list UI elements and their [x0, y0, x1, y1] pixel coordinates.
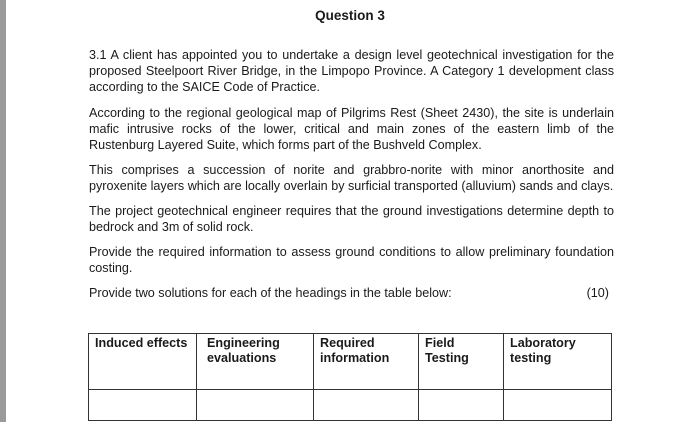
question-title: Question 3: [315, 8, 385, 23]
table-cell[interactable]: [197, 390, 314, 421]
table-cell[interactable]: [89, 390, 197, 421]
header-field-testing: Field Testing: [419, 334, 504, 390]
window-edge: [0, 0, 6, 422]
paragraph-geology: According to the regional geological map of Pilgrims Rest (Sheet 2430), the site is underlain mafic intrusive rocks of the lower, critical and main zones of the eastern limb of the Rustenburg Layered Suite, which forms part of the Bushveld Complex.: [89, 106, 614, 153]
header-laboratory-testing: Laboratory testing: [504, 334, 612, 390]
table-cell[interactable]: [504, 390, 612, 421]
table-cell[interactable]: [314, 390, 419, 421]
paragraph-requirement: The project geotechnical engineer requires that the ground investigations determine depth to bedrock and 3m of solid rock.: [89, 204, 614, 235]
answer-table: [88, 333, 612, 421]
paragraph-costing: Provide the required information to assess ground conditions to allow preliminary foundation costing.: [89, 245, 614, 276]
marks-allocation: (10): [586, 286, 609, 300]
header-engineering-evaluations: Engineering evaluations: [197, 334, 314, 390]
table-row: [89, 390, 612, 421]
table-cell[interactable]: [419, 390, 504, 421]
paragraph-succession: This comprises a succession of norite and grabbro-norite with minor anorthosite and pyroxenite layers which are locally overlain by surficial transported (alluvium) sands and clays.: [89, 163, 614, 194]
paragraph-instruction: Provide two solutions for each of the headings in the table below:: [89, 286, 452, 300]
table-header-row: [89, 334, 612, 390]
header-required-information: Required information: [314, 334, 419, 390]
header-induced-effects: Induced effects: [89, 334, 197, 390]
paragraph-intro: 3.1 A client has appointed you to undertake a design level geotechnical investigation for the proposed Steelpoort River Bridge, in the Limpopo Province. A Category 1 development class according to the SAICE Code of Practice.: [89, 48, 614, 95]
